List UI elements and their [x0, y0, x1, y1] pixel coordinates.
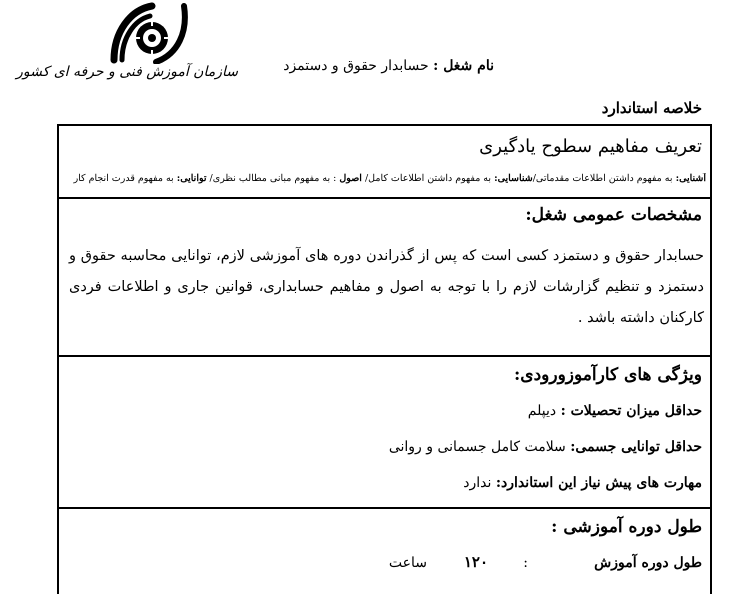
duration-unit: ساعت [388, 555, 427, 571]
level-term: آشنایی: [675, 173, 706, 184]
course-duration-section [59, 509, 710, 599]
summary-title: خلاصه استاندارد [601, 99, 702, 117]
prerequisite-label: مهارت های پیش نیاز این استاندارد: [495, 475, 702, 491]
organization-logo [108, 2, 190, 64]
trainee-features-title: ویژگی های کارآموزورودی: [514, 365, 702, 385]
general-specs-section [59, 199, 710, 357]
standard-summary-box [57, 124, 712, 594]
job-title: حسابدار حقوق و دستمزد [283, 58, 429, 74]
level-term: توانایی: [176, 173, 207, 184]
education-row [528, 403, 702, 419]
level-desc: به مفهوم داشتن اطلاعات کامل/ [361, 173, 495, 184]
learning-levels-definitions [63, 173, 706, 184]
duration-label: طول دوره آموزش [594, 555, 702, 571]
prerequisite-value: ندارد [463, 475, 496, 491]
duration-colon: : [523, 555, 528, 571]
job-title-line [262, 58, 494, 74]
physical-row [389, 439, 702, 455]
level-desc: به مفهوم داشتن اطلاعات مقدماتی/ [532, 173, 676, 184]
prerequisite-row [463, 475, 702, 491]
physical-label: حداقل توانایی جسمی: [570, 439, 702, 455]
level-desc: به مفهوم قدرت انجام کار [73, 173, 177, 184]
general-specs-text: حسابدار حقوق و دستمزد کسی است که پس از گذراندن دوره های آموزشی لازم، توانایی محاسبه حقوق و دستمزد و تنظیم گزارشات لازم را با توجه به اصول و مفاهیم حسابداری، قوانین جاری و اطلاعات فردی کارکنان داشته باشد . [69, 248, 704, 326]
duration-value: ۱۲۰ [463, 553, 488, 571]
job-label: نام شغل : [433, 58, 494, 74]
level-desc: : به مفهوم مبانی مطالب نظری/ [206, 173, 340, 184]
education-value: دیپلم [527, 403, 561, 419]
learning-levels-section [59, 126, 710, 199]
physical-value: سلامت کامل جسمانی و روانی [388, 439, 571, 455]
trainee-features-section [59, 357, 710, 509]
level-term: شناسایی: [494, 173, 533, 184]
learning-levels-title: تعریف مفاهیم سطوح یادگیری [479, 136, 702, 157]
course-duration-title: طول دوره آموزشی : [551, 517, 702, 537]
level-term: اصول [339, 173, 362, 184]
organization-name: سازمان آموزش فنی و حرفه ای کشور [16, 64, 238, 80]
education-label: حداقل میزان تحصیلات : [560, 403, 702, 419]
general-specs-title: مشخصات عمومی شغل: [525, 205, 702, 225]
